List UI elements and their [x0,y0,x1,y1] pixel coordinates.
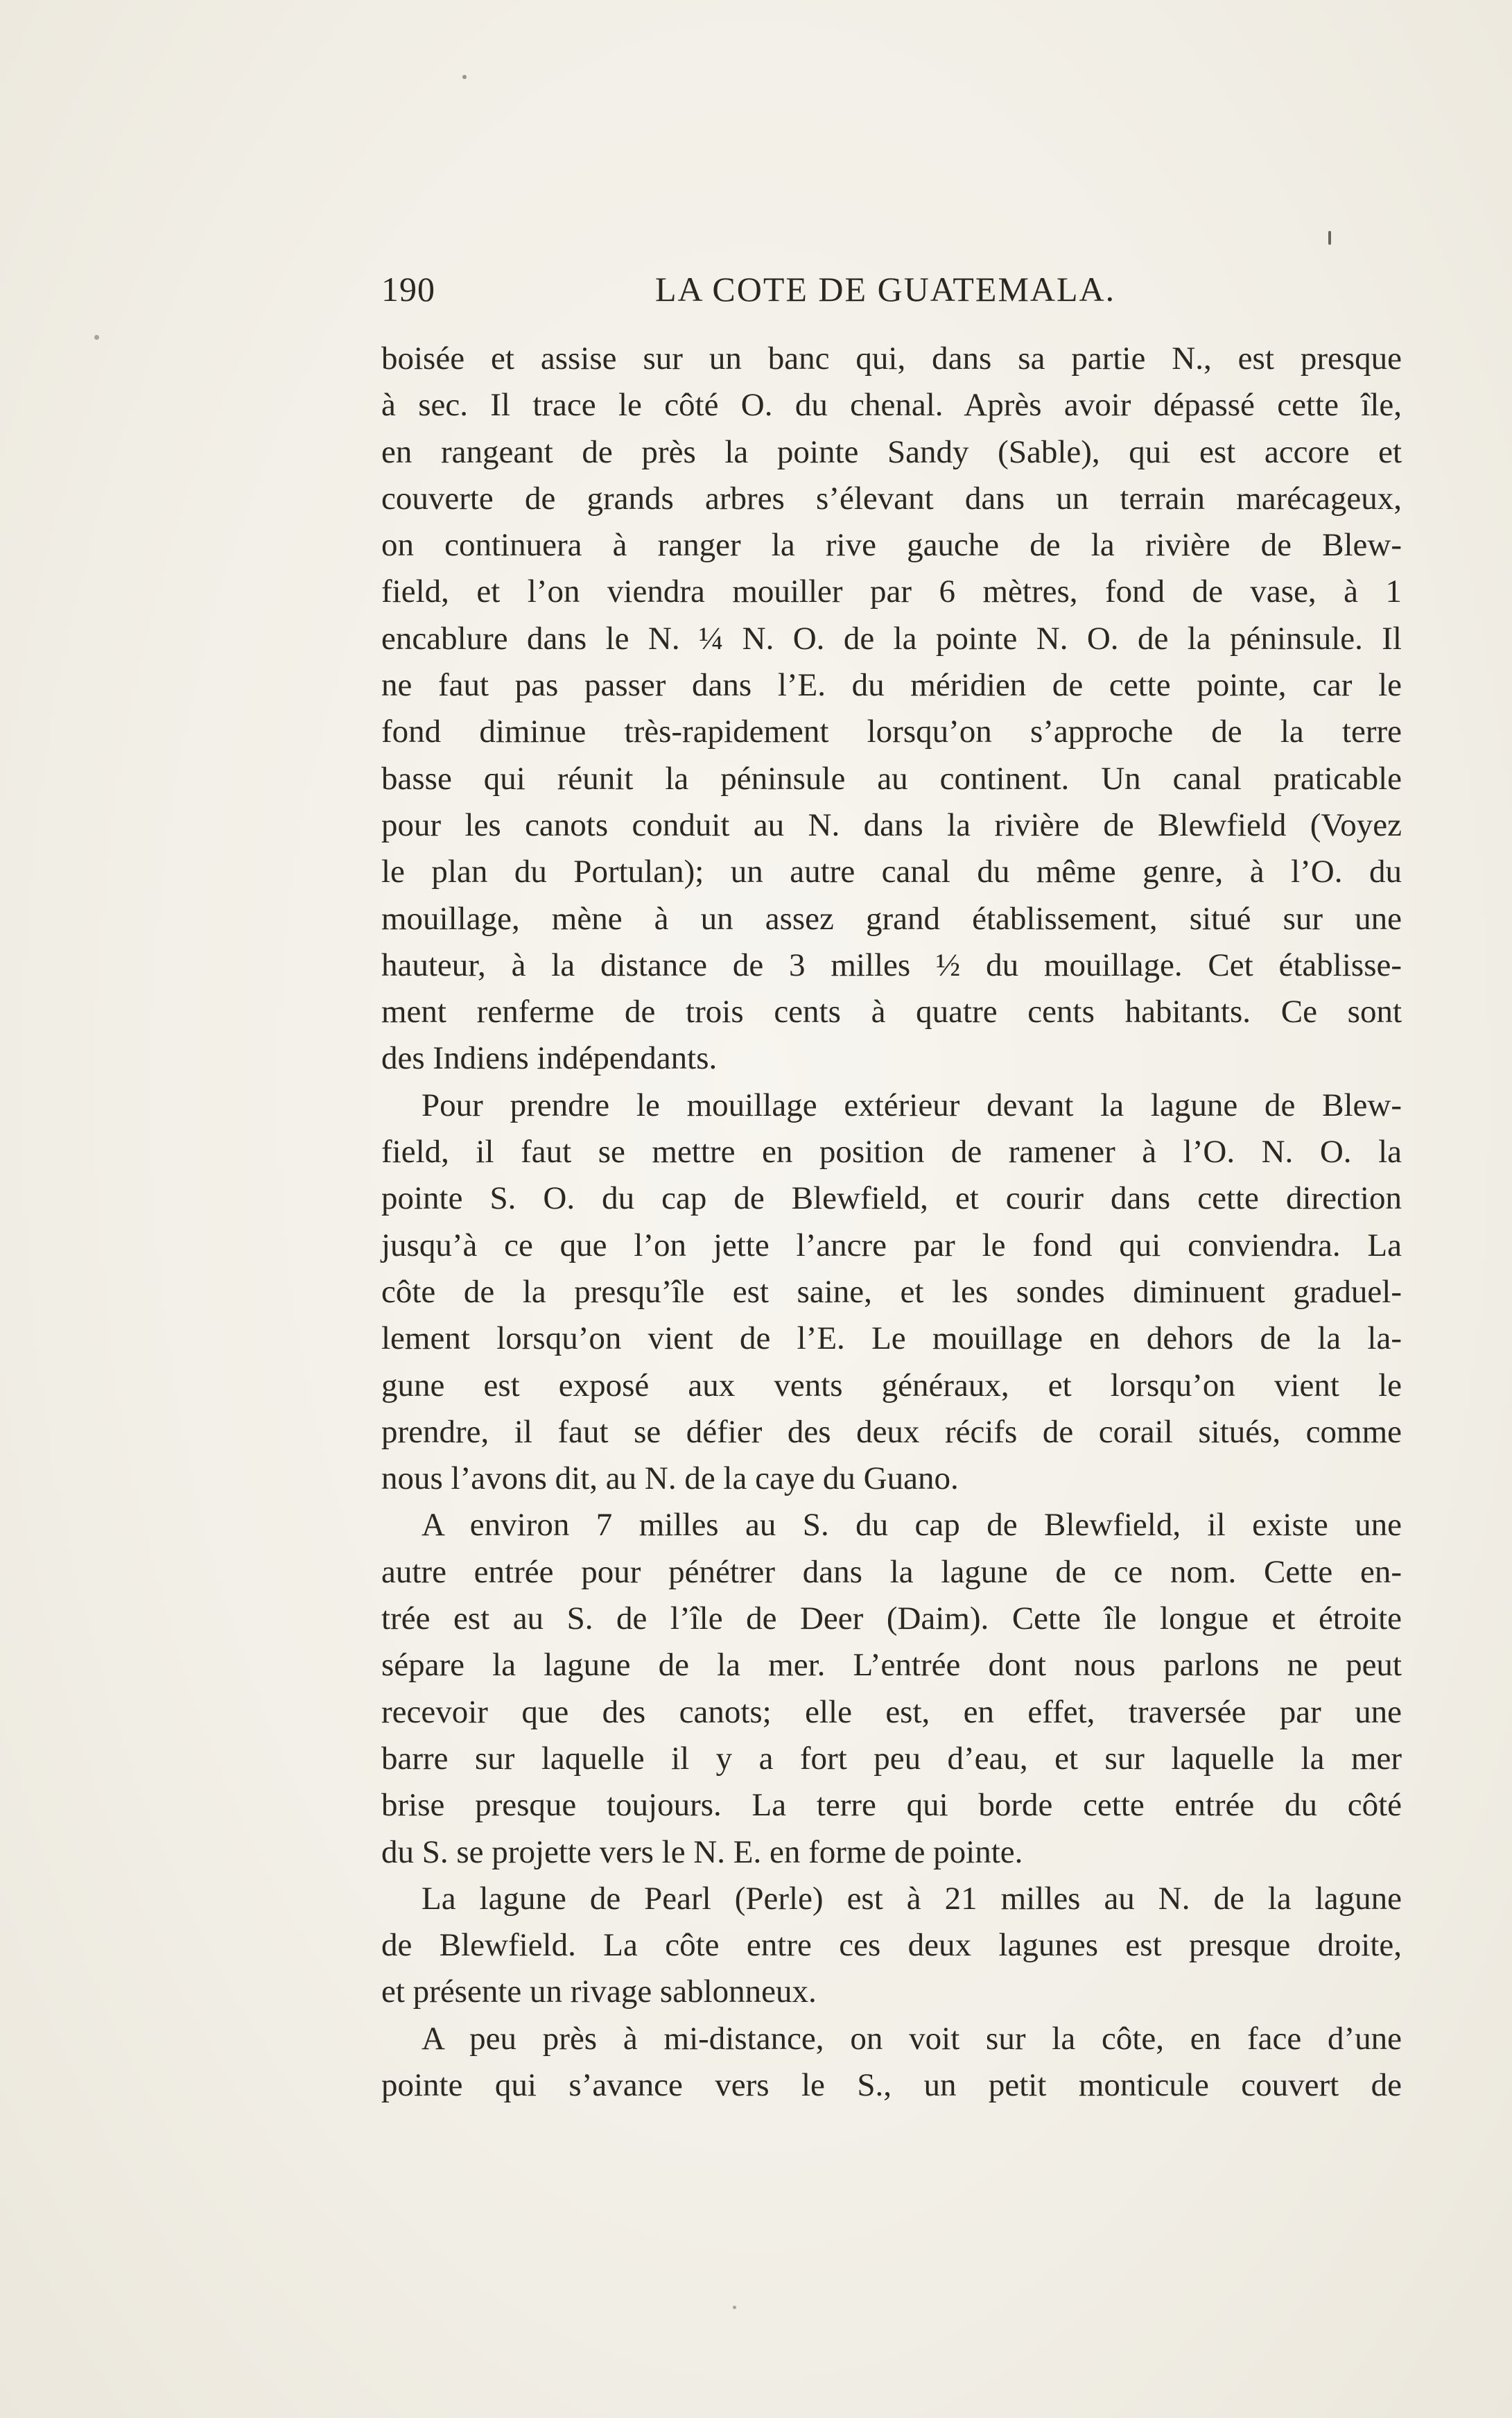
text-line: boisée et assise sur un banc qui, dans sa partie N., est presque [381,340,1402,377]
text-line: pointe S. O. du cap de Blewfield, et courir dans cette direction [381,1180,1402,1217]
text-line: on continuera à ranger la rive gauche de la rivière de Blew- [381,527,1402,564]
text-line: trée est au S. de l’île de Deer (Daim). Cette île longue et étroite [381,1600,1402,1637]
text-line: couverte de grands arbres s’élevant dans un terrain marécageux, [381,480,1402,517]
text-line: encablure dans le N. ¼ N. O. de la pointe N. O. de la péninsule. Il [381,620,1402,657]
text-line: Pour prendre le mouillage extérieur devant la lagune de Blew- [422,1087,1402,1123]
ink-mark [1328,231,1331,245]
body-text [381,336,1402,2109]
text-line: lement lorsqu’on vient de l’E. Le mouillage en dehors de la la- [381,1320,1402,1357]
text-line: en rangeant de près la pointe Sandy (Sable), qui est accore et [381,433,1402,470]
text-line: autre entrée pour pénétrer dans la lagune de ce nom. Cette en- [381,1553,1402,1590]
text-line: fond diminue très-rapidement lorsqu’on s’approche de la terre [381,714,1402,750]
text-line: A environ 7 milles au S. du cap de Blewfield, il existe une [422,1507,1402,1544]
text-line: pour les canots conduit au N. dans la rivière de Blewfield (Voyez [381,806,1402,843]
text-line: recevoir que des canots; elle est, en effet, traversée par une [381,1693,1402,1730]
text-line: des Indiens indépendants. [381,1040,718,1077]
text-line: La lagune de Pearl (Perle) est à 21 milles au N. de la lagune [422,1880,1402,1917]
text-line: hauteur, à la distance de 3 milles ½ du mouillage. Cet établisse- [381,947,1402,983]
text-line: basse qui réunit la péninsule au continent. Un canal praticable [381,760,1402,797]
text-line: gune est exposé aux vents généraux, et lorsqu’on vient le [381,1367,1402,1404]
text-line: mouillage, mène à un assez grand établissement, situé sur une [381,900,1402,937]
text-line: field, il faut se mettre en position de ramener à l’O. N. O. la [381,1134,1402,1171]
text-line: brise presque toujours. La terre qui borde cette entrée du côté [381,1787,1402,1824]
text-line: nous l’avons dit, au N. de la caye du Guano. [381,1460,959,1497]
running-title: LA COTE DE GUATEMALA. [655,270,1116,309]
text-line: côte de la presqu’île est saine, et les sondes diminuent graduel- [381,1273,1402,1310]
text-line: prendre, il faut se défier des deux récifs de corail situés, comme [381,1413,1402,1450]
text-line: ne faut pas passer dans l’E. du méridien de cette pointe, car le [381,667,1402,704]
text-line: pointe qui s’avance vers le S., un petit monticule couvert de [381,2066,1402,2103]
text-line: à sec. Il trace le côté O. du chenal. Après avoir dépassé cette île, [381,387,1402,424]
text-line: barre sur laquelle il y a fort peu d’eau, et sur laquelle la mer [381,1740,1402,1777]
text-line: de Blewfield. La côte entre ces deux lagunes est presque droite, [381,1927,1402,1964]
text-line: field, et l’on viendra mouiller par 6 mètres, fond de vase, à 1 [381,573,1402,610]
text-line: le plan du Portulan); un autre canal du même genre, à l’O. du [381,854,1402,890]
text-line: et présente un rivage sablonneux. [381,1974,817,2010]
speck [733,2306,736,2309]
text-line: sépare la lagune de la mer. L’entrée dont nous parlons ne peut [381,1647,1402,1684]
speck [462,75,467,79]
text-line: du S. se projette vers le N. E. en forme de pointe. [381,1833,1023,1870]
speck [94,335,99,340]
page-header [381,269,1407,331]
text-line: ment renferme de trois cents à quatre cents habitants. Ce sont [381,994,1402,1030]
page-number: 190 [381,270,435,309]
text-line: jusqu’à ce que l’on jette l’ancre par le fond qui conviendra. La [381,1227,1402,1263]
text-line: A peu près à mi-distance, on voit sur la côte, en face d’une [422,2020,1402,2057]
